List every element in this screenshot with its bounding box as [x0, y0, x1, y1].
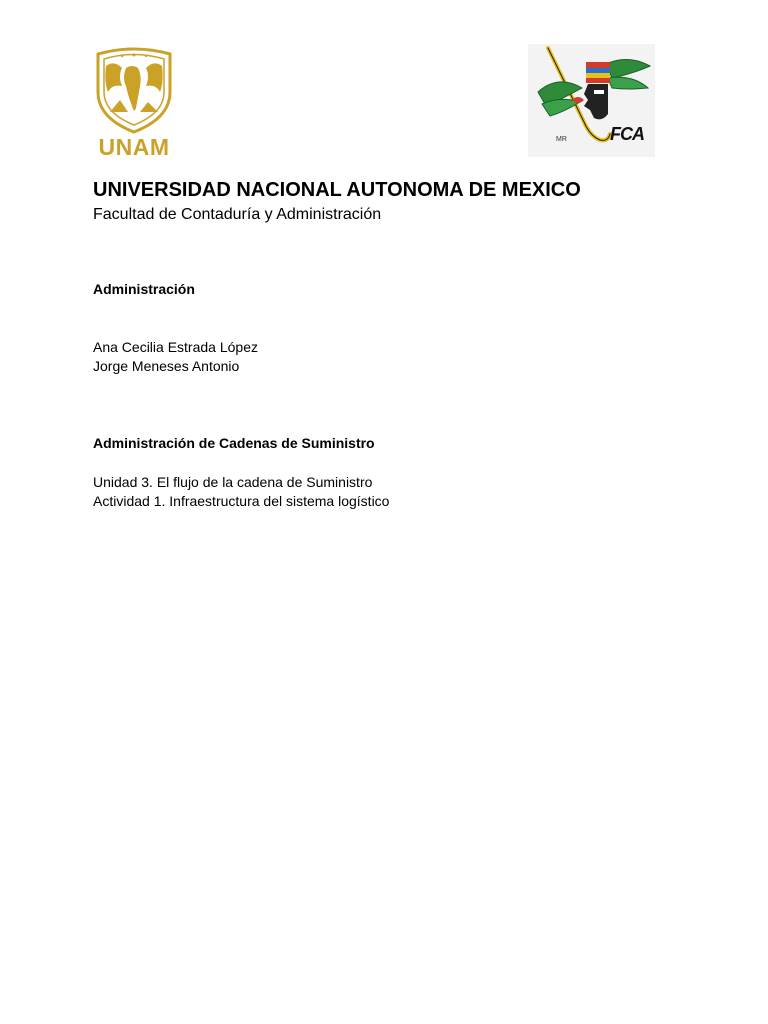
fca-logo-text: FCA	[610, 124, 644, 144]
fca-mr-mark: MR	[556, 136, 567, 143]
author-name-2: Jorge Meneses Antonio	[93, 358, 240, 374]
author-name-1: Ana Cecilia Estrada López	[93, 339, 258, 355]
unam-logo-text: UNAM	[98, 134, 170, 160]
activity-line: Actividad 1. Infraestructura del sistema logístico	[93, 493, 390, 509]
faculty-subtitle: Facultad de Contaduría y Administración	[93, 206, 382, 223]
unam-shield-icon	[92, 46, 176, 134]
unit-line: Unidad 3. El flujo de la cadena de Suministro	[93, 474, 373, 490]
unam-logo	[92, 46, 176, 162]
fca-logo	[528, 44, 655, 157]
course-heading: Administración de Cadenas de Suministro	[93, 435, 375, 451]
university-title: UNIVERSIDAD NACIONAL AUTONOMA DE MEXICO	[93, 179, 581, 201]
subject-heading: Administración	[93, 281, 195, 297]
